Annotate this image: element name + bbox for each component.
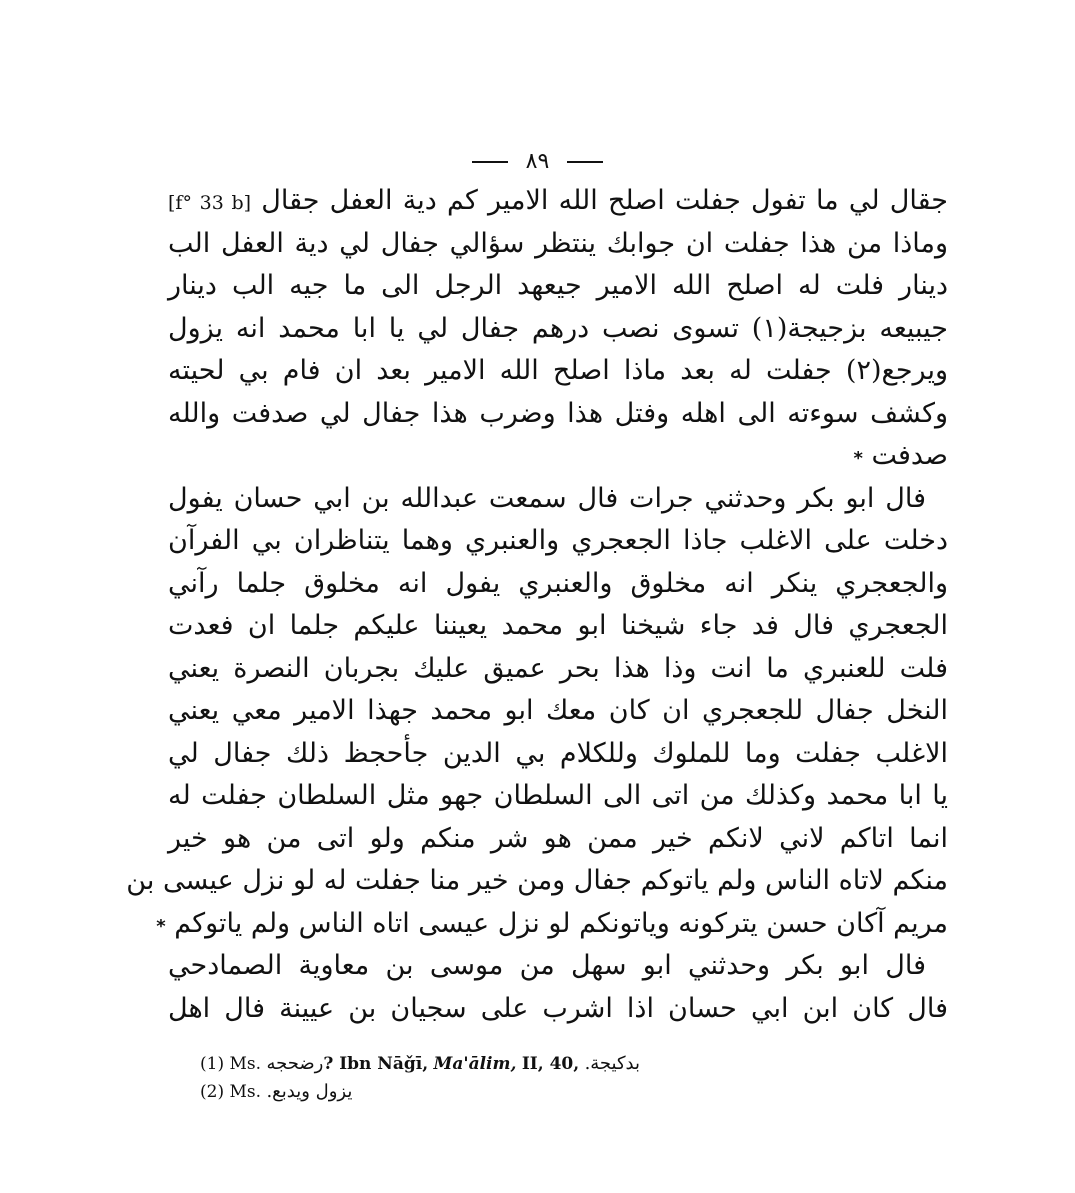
line-text: النخل جفال للجعجري ان كان معك ابو محمد جهذا الامير معي يعني <box>168 695 948 726</box>
text-line <box>168 818 948 861</box>
line-text: مريم آكان حسن يتركونه وياتونكم لو نزل عيسى اتاه الناس ولم ياتوكم <box>174 907 948 939</box>
text-line <box>168 520 948 563</box>
line-text: الجعجري فال فد جاء شيخنا ابو محمد يعيننا عليكم جلما ان فعدت <box>168 610 948 641</box>
section-end-mark: * <box>853 448 863 469</box>
line-text: ويرجع(٢) جفلت له بعد ماذا اصلح الله الامير بعد ان فام بي لحيته <box>168 355 948 386</box>
line-text: وماذا من هذا جفلت ان جوابك ينتظر سؤالي جفال لي دية العفل الب <box>168 227 948 259</box>
text-line <box>168 350 948 393</box>
line-text: فال كان ابن ابي حسان اذا اشرب على سجيان بن عيينة فال اهل <box>168 992 948 1024</box>
line-text: فال ابو بكر وحدثني جرات فال سمعت عبدالله بن ابي حسان يفول <box>168 482 926 514</box>
footnote-1 <box>200 1050 900 1078</box>
text-line <box>168 690 948 733</box>
left-dash-rule <box>472 161 508 163</box>
text-line <box>168 180 948 223</box>
footnotes <box>200 1050 900 1106</box>
line-text: والجعجري ينكر انه مخلوق والعنبري يفول انه مخلوق جلما رآني <box>168 567 948 599</box>
footnote-source: ? Ibn Nāǧī, <box>323 1054 429 1074</box>
text-line <box>126 860 948 903</box>
right-dash-rule <box>567 161 603 163</box>
line-text: دينار فلت له اصلح الله الامير جيعهد الرجل الى ما جيه الب دينار <box>168 270 948 301</box>
text-line <box>156 903 948 946</box>
text-line <box>168 308 948 351</box>
line-text: وكشف سوءته الى اهله وفتل هذا وضرب هذا جفال لي صدفت والله <box>168 397 948 429</box>
line-text: انما اتاكم لاني لانكم خير ممن هو شر منكم ولو اتى من هو خير <box>168 822 948 854</box>
text-line <box>168 945 948 988</box>
text-line <box>168 733 948 776</box>
footnote-2 <box>200 1078 900 1106</box>
arabic-text-block <box>126 180 948 1030</box>
line-text: منكم لاتاه الناس ولم ياتوكم جفال ومن خير منا جفلت له لو نزل عيسى بن <box>126 865 948 896</box>
line-text: فلت للعنبري ما انت وذا هذا بحر عميق عليك بجربان النصرة يعني <box>168 652 948 684</box>
line-text: صدفت <box>871 440 948 471</box>
line-text: جقال لي ما تفول جفلت اصلح الله الامير كم دية العفل جقال <box>261 185 948 216</box>
folio-marker: [f° 33 b] <box>168 192 252 214</box>
text-line <box>168 988 948 1031</box>
text-line <box>168 648 948 691</box>
text-line <box>168 393 948 436</box>
line-text: دخلت على الاغلب جاذا الجعجري والعنبري وهما يتناظران بي الفرآن <box>168 525 948 556</box>
page-number <box>0 146 1075 174</box>
line-text: فال ابو بكر وحدثني ابو سهل من موسى بن معاوية الصمادحي <box>168 950 926 981</box>
footnote-work-title: Ma'ālim, <box>433 1054 517 1074</box>
footnote-reading: بدكيجة. <box>584 1053 641 1074</box>
text-line <box>168 563 948 606</box>
text-line <box>168 605 948 648</box>
text-line <box>168 478 948 521</box>
line-text: الاغلب جفلت وما للملوك وللكلام بي الدين جأحجظ ذلك جفال لي <box>168 737 948 769</box>
text-line <box>168 775 948 818</box>
footnote-variant: رضحجه <box>266 1053 324 1074</box>
footnote-marker: (2) Ms. <box>200 1082 262 1102</box>
section-end-mark: * <box>156 915 166 937</box>
text-line <box>168 265 948 308</box>
text-line <box>168 223 948 266</box>
page-number-value: ٨٩ <box>525 149 550 174</box>
footnote-reference: II, 40, <box>521 1054 580 1074</box>
footnote-marker: (1) Ms. <box>200 1054 262 1074</box>
line-text: يا ابا محمد وكذلك من اتى الى السلطان جهو مثل السلطان جفلت له <box>168 780 948 811</box>
text-line <box>168 435 948 478</box>
footnote-variant: يزول ويدبع. <box>266 1081 353 1102</box>
line-text: جيبيعه بزجيجة(١) تسوى نصب درهم جفال لي يا ابا محمد انه يزول <box>168 312 948 344</box>
